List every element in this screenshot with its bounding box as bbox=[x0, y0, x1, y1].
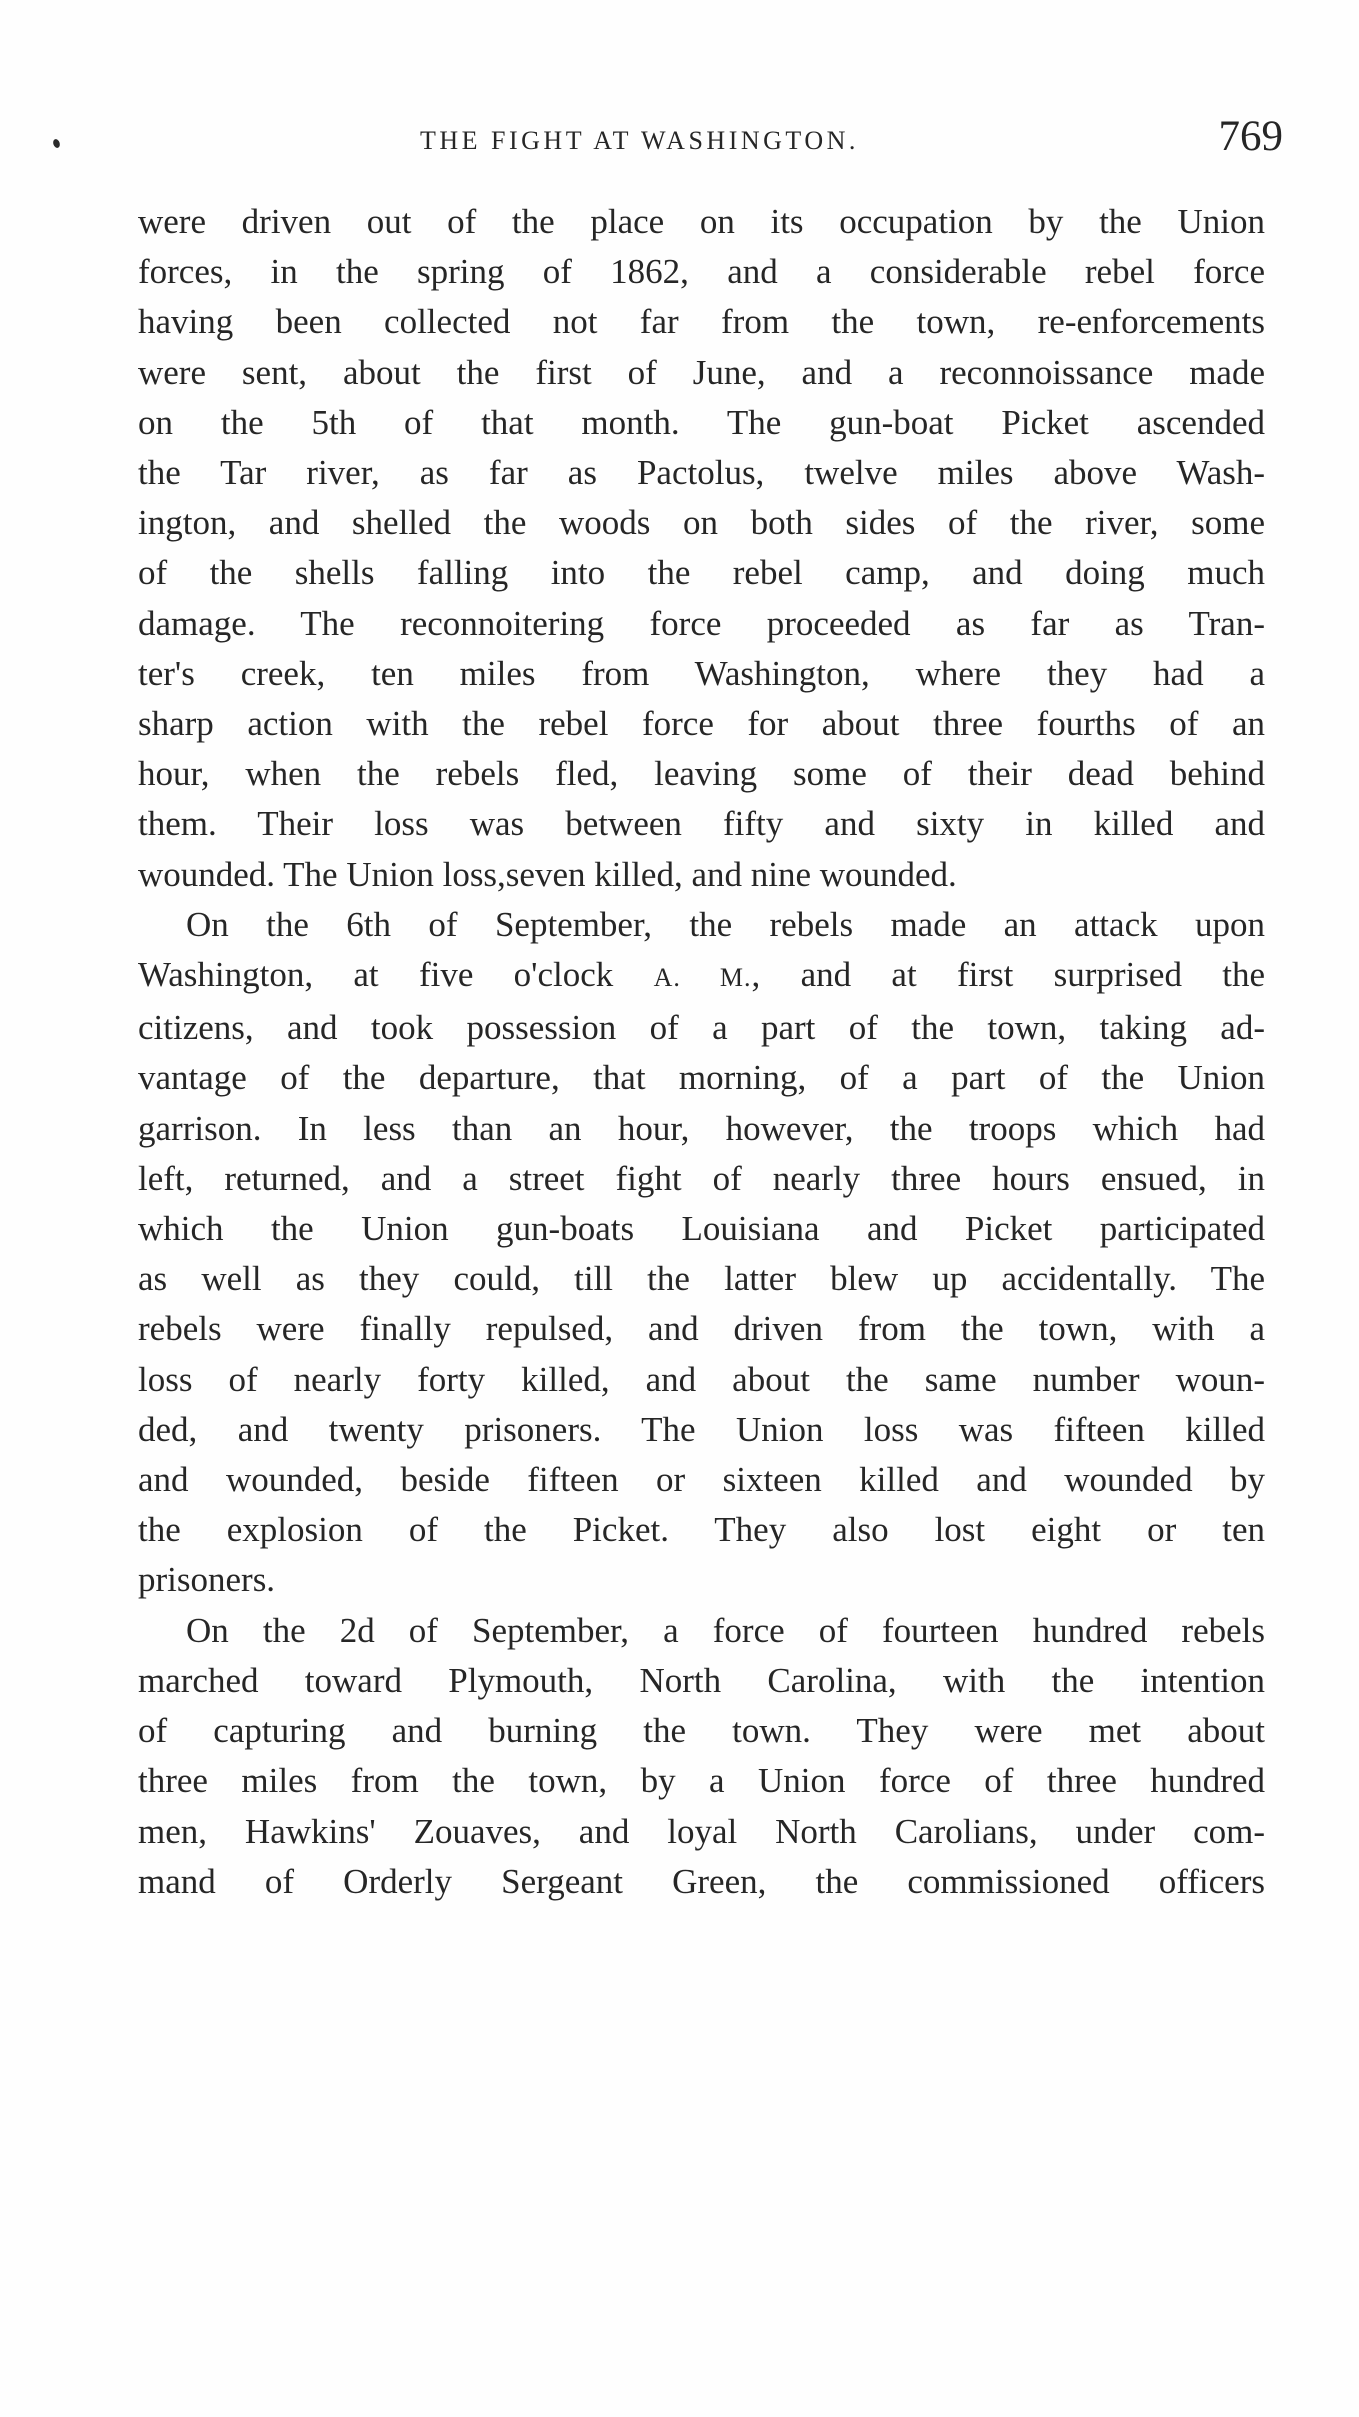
text-line: which the Union gun-boats Louisiana and Picket participated bbox=[138, 1209, 1265, 1249]
text-fragment: Washington, at five o'clock bbox=[138, 955, 614, 995]
text-line bbox=[138, 950, 1265, 1003]
text-line: mand of Orderly Sergeant Green, the commissioned officers bbox=[138, 1861, 1265, 1901]
text-line: prisoners. bbox=[138, 1560, 276, 1600]
running-head: THE FIGHT AT WASHINGTON. bbox=[420, 126, 859, 155]
text-line: On the 2d of September, a force of fourteen hundred rebels bbox=[186, 1610, 1265, 1650]
text-line: sharp action with the rebel force for about three fourths of an bbox=[138, 704, 1265, 744]
text-line: vantage of the departure, that morning, of a part of the Union bbox=[138, 1058, 1265, 1098]
text-line: were sent, about the first of June, and a reconnoissance made bbox=[138, 352, 1265, 392]
text-line: forces, in the spring of 1862, and a considerable rebel force bbox=[138, 252, 1265, 292]
text-line: as well as they could, till the latter blew up accidentally. The bbox=[138, 1259, 1265, 1299]
text-line: wounded. The Union loss,seven killed, and nine wounded. bbox=[138, 854, 957, 894]
body-text bbox=[138, 197, 1265, 1907]
text-line: the explosion of the Picket. They also lost eight or ten bbox=[138, 1510, 1265, 1550]
text-line: of capturing and burning the town. They were met about bbox=[138, 1711, 1265, 1751]
text-line: three miles from the town, by a Union force of three hundred bbox=[138, 1761, 1265, 1801]
text-line: having been collected not far from the town, re-enforcements bbox=[138, 302, 1265, 342]
text-line: ter's creek, ten miles from Washington, where they had a bbox=[138, 653, 1265, 693]
text-line: garrison. In less than an hour, however, the troops which had bbox=[138, 1108, 1265, 1148]
text-line: rebels were finally repulsed, and driven from the town, with a bbox=[138, 1309, 1265, 1349]
text-line: the Tar river, as far as Pactolus, twelve miles above Wash- bbox=[138, 453, 1265, 493]
text-line: them. Their loss was between fifty and sixty in killed and bbox=[138, 804, 1265, 844]
text-line: ington, and shelled the woods on both sides of the river, some bbox=[138, 503, 1265, 543]
text-line: marched toward Plymouth, North Carolina, with the intention bbox=[138, 1660, 1265, 1700]
ink-speck bbox=[52, 138, 61, 149]
text-line: damage. The reconnoitering force proceeded as far as Tran- bbox=[138, 603, 1265, 643]
text-line: On the 6th of September, the rebels made an attack upon bbox=[186, 904, 1265, 944]
small-caps-abbrev: A. M. bbox=[653, 963, 752, 993]
text-line: men, Hawkins' Zouaves, and loyal North Carolians, under com- bbox=[138, 1811, 1265, 1851]
text-line: on the 5th of that month. The gun-boat Picket ascended bbox=[138, 402, 1265, 442]
text-line: citizens, and took possession of a part of the town, taking ad- bbox=[138, 1008, 1265, 1048]
text-line: were driven out of the place on its occupation by the Union bbox=[138, 202, 1265, 241]
text-line: ded, and twenty prisoners. The Union loss was fifteen killed bbox=[138, 1409, 1265, 1449]
text-fragment: , and at first surprised the bbox=[751, 955, 1266, 995]
text-line: loss of nearly forty killed, and about the same number woun- bbox=[138, 1359, 1265, 1399]
text-line: of the shells falling into the rebel camp, and doing much bbox=[138, 553, 1265, 593]
page-number: 769 bbox=[1218, 113, 1283, 160]
text-line: and wounded, beside fifteen or sixteen killed and wounded by bbox=[138, 1460, 1265, 1500]
text-line: left, returned, and a street fight of nearly three hours ensued, in bbox=[138, 1158, 1265, 1198]
text-line: hour, when the rebels fled, leaving some of their dead behind bbox=[138, 754, 1265, 794]
